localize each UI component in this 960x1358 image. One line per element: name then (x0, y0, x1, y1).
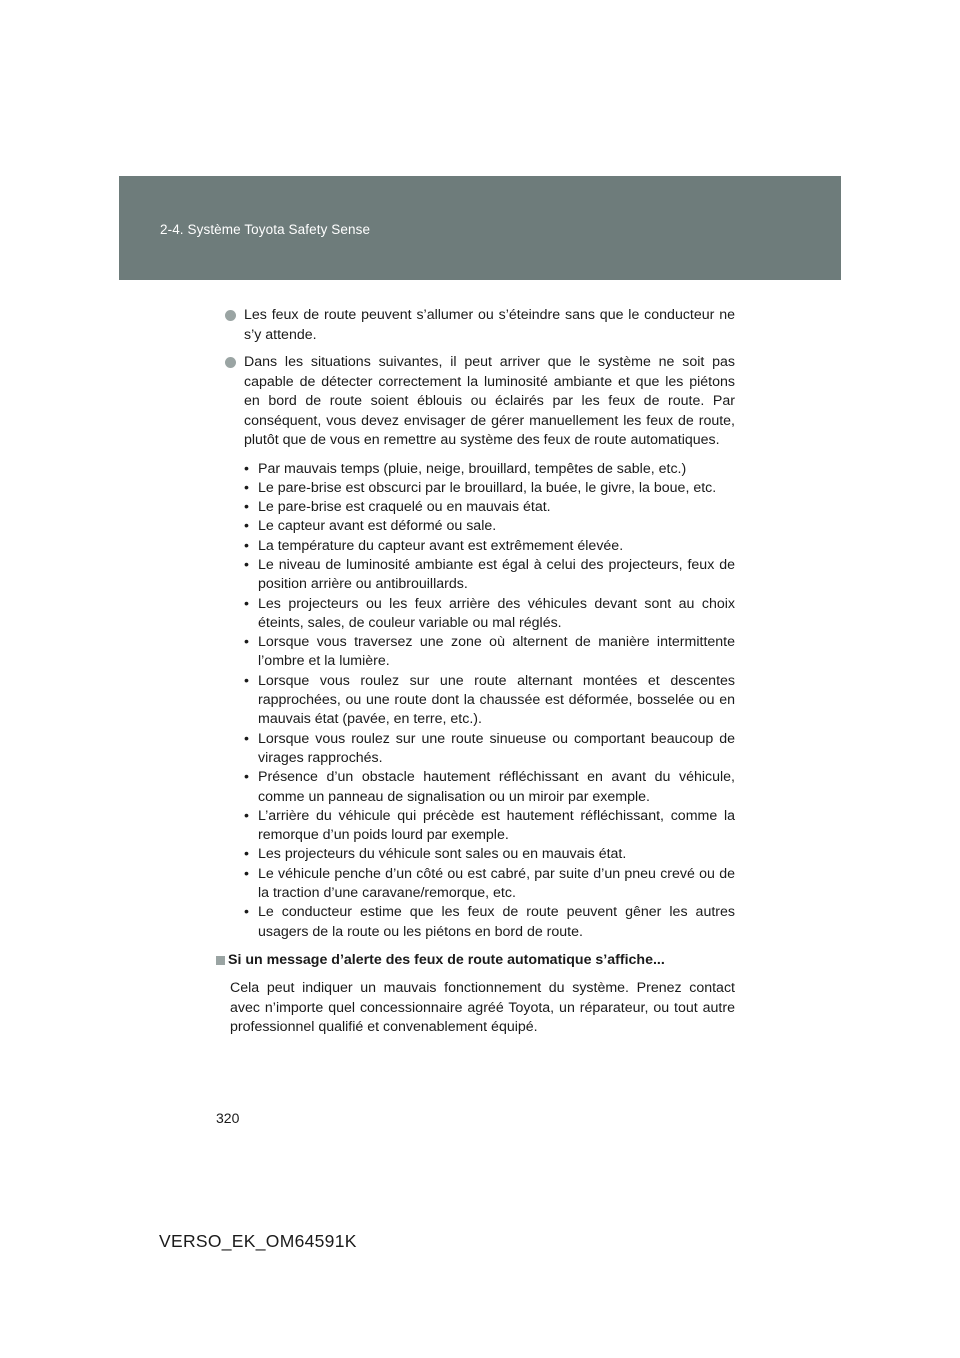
page-content (216, 306, 735, 1038)
alert-section (216, 951, 735, 1038)
list-item: • L’arrière du véhicule qui précède est hautement réfléchissant, comme la remorque d’un poids lourd par exemple. (244, 807, 735, 846)
list-item: • Lorsque vous traversez une zone où alternent de manière intermittente l’ombre et la lumière. (244, 633, 735, 672)
paragraph-text: Dans les situations suivantes, il peut arriver que le système ne soit pas capable de détecter correctement la luminosité ambiante et que les piétons en bord de route soient éblouis ou éclairés par les feux de route. Par conséquent, vous devez envisager de gérer manuellement les feux de route, plutôt que de vous en remettre au système des feux de route automatiques. (244, 354, 735, 448)
list-item: • Le véhicule penche d’un côté ou est cabré, par suite d’un pneu crevé ou de la traction d’une caravane/remorque, etc. (244, 865, 735, 904)
list-item: • Le conducteur estime que les feux de route peuvent gêner les autres usagers de la route ou les piétons en bord de route. (244, 903, 735, 942)
paragraph-text: Les feux de route peuvent s’allumer ou s’éteindre sans que le conducteur ne s’y attende. (244, 307, 735, 343)
list-item: • Le capteur avant est déformé ou sale. (244, 517, 735, 536)
list-item: • Lorsque vous roulez sur une route sinueuse ou comportant beaucoup de virages rapprochés. (244, 730, 735, 769)
square-bullet-icon (216, 956, 225, 965)
list-item: • Le niveau de luminosité ambiante est égal à celui des projecteurs, feux de position arrière ou antibrouillards. (244, 556, 735, 595)
list-item: • Les projecteurs du véhicule sont sales ou en mauvais état. (244, 845, 735, 864)
document-code: VERSO_EK_OM64591K (159, 1231, 357, 1251)
list-item: • Les projecteurs ou les feux arrière des véhicules devant sont au choix éteints, sales, de couleur variable ou mal réglés. (244, 595, 735, 634)
list-item: • La température du capteur avant est extrêmement élevée. (244, 537, 735, 556)
section-header (119, 176, 841, 280)
list-item: • Le pare-brise est craquelé ou en mauvais état. (244, 498, 735, 517)
list-item: • Présence d’un obstacle hautement réfléchissant en avant du véhicule, comme un panneau de signalisation ou un miroir par exemple. (244, 768, 735, 807)
list-item: • Le pare-brise est obscurci par le brouillard, la buée, le givre, la boue, etc. (244, 479, 735, 498)
list-item: • Par mauvais temps (pluie, neige, brouillard, tempêtes de sable, etc.) (244, 460, 735, 479)
header-title: 2-4. Système Toyota Safety Sense (160, 222, 371, 237)
page-number: 320 (216, 1110, 240, 1126)
list-item: • Lorsque vous roulez sur une route alternant montées et descentes rapprochées, ou une route dont la chaussée est déformée, bosselée ou en mauvais état (pavée, en terre, etc.). (244, 672, 735, 730)
section-body: Cela peut indiquer un mauvais fonctionnement du système. Prenez contact avec n’importe quel concessionnaire agréé Toyota, un réparateur, ou tout autre professionnel qualifié et convenablement équipé. (230, 980, 735, 1036)
bullet-dot-icon (225, 310, 236, 321)
paragraph-2 (216, 353, 735, 451)
section-title: Si un message d’alerte des feux de route automatique s’affiche... (228, 951, 665, 968)
situations-list (216, 460, 735, 942)
paragraph-1 (216, 306, 735, 345)
bullet-dot-icon (225, 357, 236, 368)
